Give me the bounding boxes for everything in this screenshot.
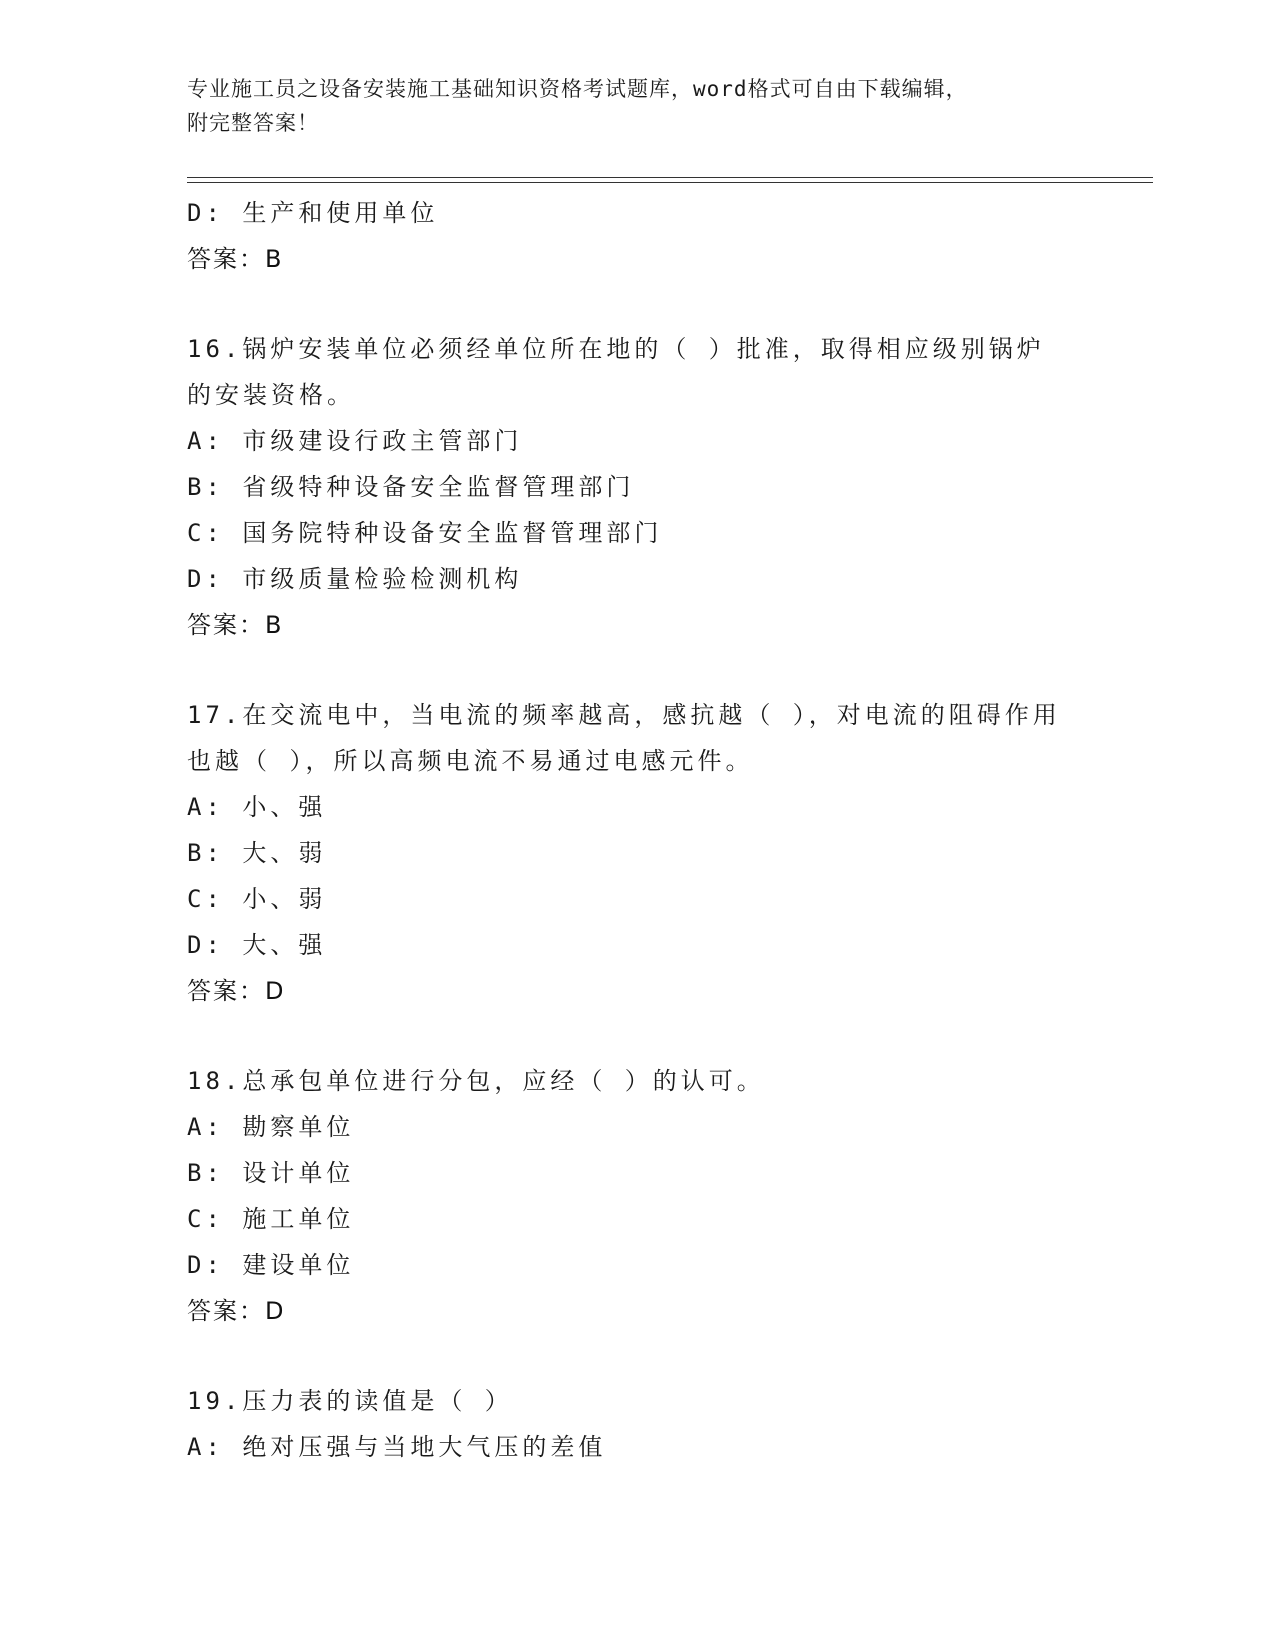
answer-line: 答案：B <box>187 611 284 639</box>
option-a: A: 绝对压强与当地大气压的差值 <box>187 1433 607 1461</box>
option-b: B: 设计单位 <box>187 1159 355 1187</box>
question-18 <box>187 1058 1067 1334</box>
option-b: B: 省级特种设备安全监督管理部门 <box>187 473 635 501</box>
option-a: A: 市级建设行政主管部门 <box>187 427 523 455</box>
option-c: C: 小、弱 <box>187 885 327 913</box>
option-c: C: 国务院特种设备安全监督管理部门 <box>187 519 663 547</box>
option-b: B: 大、弱 <box>187 839 327 867</box>
question-stem: 19.压力表的读值是（ ） <box>187 1387 513 1415</box>
answer-line: 答案：B <box>187 245 284 273</box>
carryover-block <box>187 190 1067 282</box>
question-stem: 18.总承包单位进行分包，应经（ ）的认可。 <box>187 1067 765 1095</box>
question-stem: 16.锅炉安装单位必须经单位所在地的（ ）批准，取得相应级别锅炉的安装资格。 <box>187 335 1045 409</box>
answer-line: 答案：D <box>187 1297 286 1325</box>
document-header <box>187 72 1087 140</box>
option-d: D: 市级质量检验检测机构 <box>187 565 523 593</box>
header-line-2: 附完整答案！ <box>187 111 319 135</box>
option-d: D: 大、强 <box>187 931 327 959</box>
answer-line: 答案：D <box>187 977 286 1005</box>
option-a: A: 小、强 <box>187 793 327 821</box>
header-rule-bottom <box>187 182 1153 183</box>
option-d: D: 生产和使用单位 <box>187 199 439 227</box>
option-a: A: 勘察单位 <box>187 1113 355 1141</box>
option-c: C: 施工单位 <box>187 1205 355 1233</box>
option-d: D: 建设单位 <box>187 1251 355 1279</box>
question-16 <box>187 326 1067 648</box>
question-19 <box>187 1378 1067 1470</box>
header-line-1: 专业施工员之设备安装施工基础知识资格考试题库，word格式可自由下载编辑， <box>187 77 968 101</box>
question-list <box>187 190 1067 1470</box>
header-rule-top <box>187 177 1153 178</box>
question-17 <box>187 692 1067 1014</box>
question-stem: 17.在交流电中，当电流的频率越高，感抗越（ ），对电流的阻碍作用也越（ ），所以高频电流不易通过电感元件。 <box>187 701 1061 775</box>
